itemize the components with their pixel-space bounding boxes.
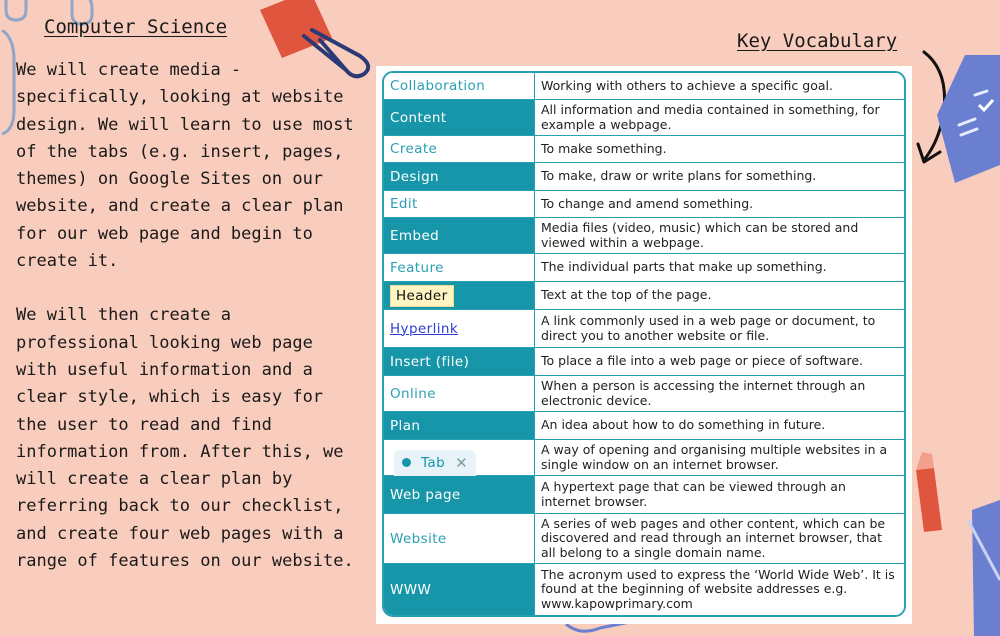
vocab-definition: To change and amend something. <box>534 191 904 217</box>
vocab-term: Content <box>384 100 534 135</box>
vocab-definition: All information and media contained in something, for example a webpage. <box>534 100 904 135</box>
vocab-row <box>384 376 904 412</box>
vocab-term: Embed <box>384 218 534 253</box>
vocab-definition: To place a file into a web page or piece of software. <box>534 348 904 375</box>
vocab-row <box>384 73 904 100</box>
vocab-row <box>384 412 904 440</box>
vocab-row <box>384 191 904 218</box>
vocab-row <box>384 136 904 163</box>
browser-tab-example[interactable] <box>394 450 476 476</box>
vocab-definition: Text at the top of the page. <box>534 282 904 309</box>
vocab-row <box>384 163 904 191</box>
vocabulary-table <box>382 71 906 617</box>
intro-paragraph: We will then create a professional looking web page with useful information and a clear style, which is easy for the user to read and find information from. After this, we will create a clear plan by referring back to our checklist, and create four web pages with a range of features on our website. <box>16 305 354 572</box>
vocab-row <box>384 440 904 476</box>
vocab-term: Design <box>384 163 534 190</box>
vocab-term: Online <box>384 376 534 411</box>
key-vocabulary-title: Key Vocabulary <box>737 30 898 52</box>
vocab-row <box>384 254 904 282</box>
vocab-term: Feature <box>384 254 534 281</box>
vocab-definition: Media files (video, music) which can be stored and viewed within a webpage. <box>534 218 904 253</box>
vocab-definition: A link commonly used in a web page or document, to direct you to another website or file. <box>534 310 904 347</box>
vocab-term: Plan <box>384 412 534 439</box>
vocab-term: Insert (file) <box>384 348 534 375</box>
vocab-definition: When a person is accessing the internet through an electronic device. <box>534 376 904 411</box>
vocab-term: WWW <box>384 564 534 615</box>
vocab-definition: A hypertext page that can be viewed through an internet browser. <box>534 476 904 513</box>
vocab-term: Edit <box>384 191 534 217</box>
notebook-icon <box>935 55 1000 185</box>
vocabulary-card <box>376 66 912 624</box>
vocab-term <box>384 282 534 309</box>
vocab-definition: A series of web pages and other content, which can be discovered and read through an internet browser, that all belong to a single domain name. <box>534 514 904 563</box>
vocab-definition: Working with others to achieve a specific goal. <box>534 73 904 99</box>
vocab-definition: The acronym used to express the ‘World Wide Web’. It is found at the beginning of website addresses e.g. www.kapowprimary.com <box>534 564 904 615</box>
vocab-row <box>384 348 904 376</box>
vocab-row <box>384 476 904 514</box>
vocab-row <box>384 564 904 615</box>
vocab-row <box>384 282 904 310</box>
vocab-definition: To make something. <box>534 136 904 162</box>
vocab-row <box>384 218 904 254</box>
vocab-term <box>384 440 534 475</box>
pencil-icon <box>912 450 1000 636</box>
tab-label: Tab <box>421 454 446 471</box>
vocab-row <box>384 100 904 136</box>
vocab-row <box>384 310 904 348</box>
intro-text <box>16 57 356 575</box>
vocab-term <box>384 310 534 347</box>
tab-dot-icon <box>402 458 411 467</box>
intro-paragraph: We will create media - specifically, looking at website design. We will learn to use most of the tabs (e.g. insert, pages, themes) on Google Sites on our website, and create a clear plan for our web page and begin to create it. <box>16 60 354 272</box>
page-title: Computer Science <box>44 16 228 38</box>
close-icon[interactable]: ✕ <box>455 453 469 472</box>
vocab-term: Website <box>384 514 534 563</box>
vocab-row <box>384 514 904 564</box>
vocab-definition: A way of opening and organising multiple websites in a single window on an internet browser. <box>534 440 904 475</box>
vocab-term: Create <box>384 136 534 162</box>
vocab-definition: The individual parts that make up something. <box>534 254 904 281</box>
hyperlink-example[interactable]: Hyperlink <box>390 320 459 337</box>
vocab-term: Collaboration <box>384 73 534 99</box>
vocab-definition: To make, draw or write plans for something. <box>534 163 904 190</box>
header-highlight: Header <box>390 285 454 307</box>
vocab-definition: An idea about how to do something in future. <box>534 412 904 439</box>
vocab-term: Web page <box>384 476 534 513</box>
